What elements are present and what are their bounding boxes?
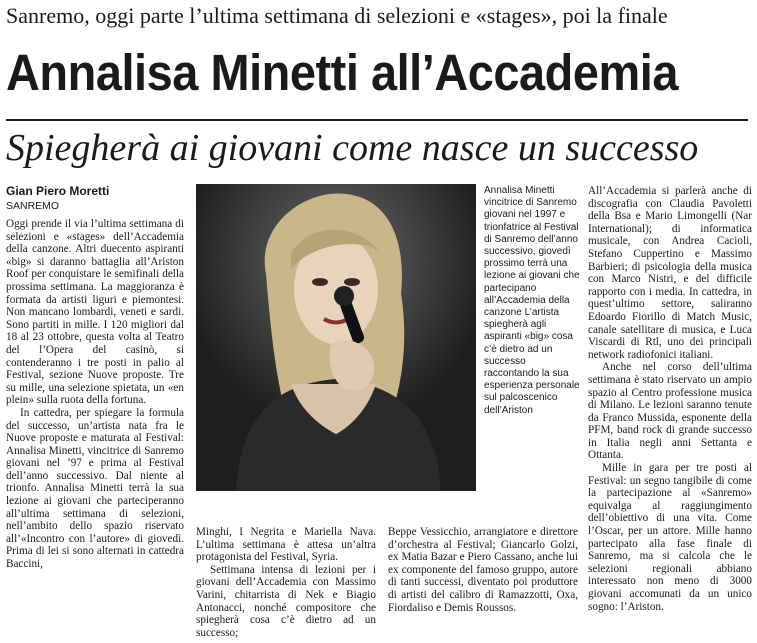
- paragraph: Minghi, I Negrita e Mariella Nava. L’ultima settimana è attesa un’altra protagonista del Festival, Syria.: [196, 526, 376, 564]
- article-column-2: [196, 526, 376, 642]
- singer-photo: [196, 184, 476, 491]
- headline: Annalisa Minetti all’Accademia: [6, 44, 678, 101]
- paragraph: Anche nel corso dell’ultima settimana è stato riservato un ampio spazio al Centro professione musica di Milano. Le lezioni saranno tenute da Franco Mussida, esponente della PFM, band rock di grande successo in Italia negli anni Settanta e Ottanta.: [588, 361, 752, 462]
- article-column-1: [6, 218, 184, 642]
- paragraph: Oggi prende il via l’ultima settimana di selezioni e «stages» dell’Accademia della canzone. Altri duecento aspiranti «big» si daranno battaglia all’Ariston Roof per conquistare le semifinali della prossima settimana. La maggioranza è formata da artisti liguri e piemontesi. Non mancano lombardi, veneti e sardi. Sono partiti in mille. I 120 migliori dal 18 al 23 ottobre, questa volta al Teatro del l’Opera del casinò, si contenderanno i tre posti in palio al Festival, sezione Nuove proposte. Tre su mille, una selezione spietata, un «en plein» sulla ruota della fortuna.: [6, 218, 184, 407]
- article-column-3: [388, 526, 578, 642]
- subheadline: Spiegherà ai giovani come nasce un successo: [6, 127, 699, 169]
- kicker: Sanremo, oggi parte l’ultima settimana di selezioni e «stages», poi la finale: [6, 3, 668, 28]
- paragraph: In cattedra, per spiegare la formula del successo, un’artista nata fra le Nuove proposte e maturata al Festival: Annalisa Minetti, vincitrice di Sanremo giovani nel ’97 e prima al Festival dell’anno successivo. Dal niente al trionfo. Annalisa Minetti terrà la sua lezione ai giovani che parteciperanno all’ultima settimana di selezioni, nell’ambito dello spazio riservato all’«Incontro con l’autore» di giovedì. Prima di lei si sono alternati in cattedra Baccini,: [6, 406, 184, 571]
- divider: [6, 119, 748, 121]
- article-column-4: [588, 185, 752, 642]
- paragraph: Beppe Vessicchio, arrangiatore e direttore d’orchestra al Festival; Giancarlo Golzi, ex Matia Bazar e Piero Cassano, anche lui ex componente del famoso gruppo, autore di tanti successi, diventato poi produttore di artisti del calibro di Ramazzotti, Oxa, Fiordaliso e Demis Roussos.: [388, 526, 578, 614]
- paragraph: Settimana intensa di lezioni per i giovani dell’Accademia con Massimo Varini, chitarrista di Nek e Biagio Antonacci, nonché compositore che spiegherà cosa c’è dietro ad un successo;: [196, 563, 376, 639]
- paragraph: Mille in gara per tre posti al Festival: un segno tangibile di come la partecipazione al «Sanremo» equivalga al raggiungimento dell’obiettivo di una vita. Come l’Oscar, per un attore. Mille hanno partecipato alla fase finale di Sanremo, ma si calcola che le selezioni regionali abbiano interessato non meno di 3000 giovani accomunati da un unico sogno: l’Ariston.: [588, 462, 752, 613]
- dateline: SANREMO: [6, 200, 60, 212]
- photo-caption: Annalisa Minetti vincitrice di Sanremo giovani nel 1997 e trionfatrice al Festival di Sanremo dell’anno successivo, giovedì prossimo terrà una lezione ai giovani che partecipano all’Accademia della canzone L’artista spiegherà agli aspiranti «big» cosa c’è dietro ad un successo raccontando la sua esperienza personale sul palcoscenico dell’Ariston: [484, 185, 580, 416]
- singer-illustration: [196, 184, 476, 491]
- byline: Gian Piero Moretti: [6, 184, 110, 198]
- paragraph: All’Accademia si parlerà anche di discografia con Claudia Pavoletti della Bsa e Mario Limongelli (Nar International); di informatica musicale, con Andrea Cacioli, Stefano Cuppertino e Massimo Barbieri; di psicologia della musica con Marco Nistri, e del difficile rapporto con i media. In cattedra, in quest’ultimo settore, saliranno Edoardo Fiorillo di Match Music, canale satellitare di musica, e Luca Viscardi di Rtl, uno dei principali network radiofonici italiani.: [588, 185, 752, 361]
